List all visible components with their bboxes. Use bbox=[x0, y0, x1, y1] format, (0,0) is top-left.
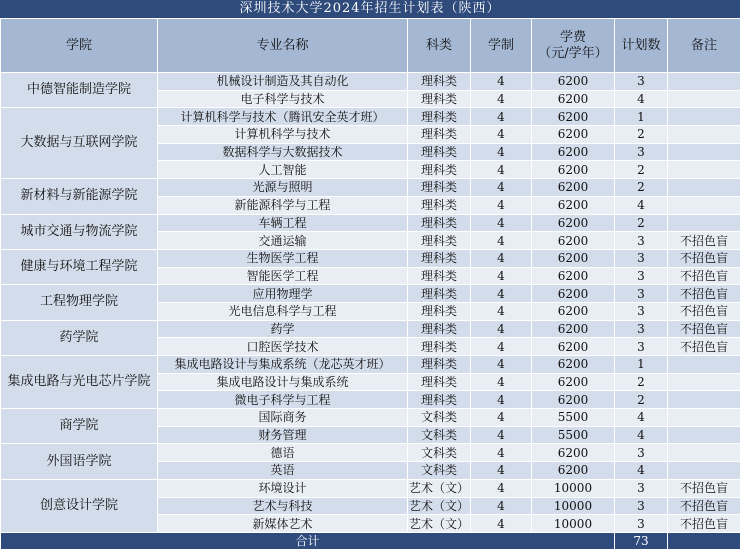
tuition-cell: 5500 bbox=[532, 426, 615, 444]
plan-cell: 3 bbox=[615, 73, 668, 91]
major-cell: 新媒体艺术 bbox=[158, 515, 408, 533]
plan-cell: 3 bbox=[615, 479, 668, 497]
category-cell: 文科类 bbox=[408, 444, 471, 462]
table-row bbox=[1, 409, 740, 427]
major-cell: 环境设计 bbox=[158, 479, 408, 497]
duration-cell: 4 bbox=[471, 285, 532, 303]
tuition-cell: 6200 bbox=[532, 214, 615, 232]
duration-cell: 4 bbox=[471, 90, 532, 108]
duration-cell: 4 bbox=[471, 338, 532, 356]
tuition-cell: 10000 bbox=[532, 497, 615, 515]
plan-cell: 2 bbox=[615, 161, 668, 179]
header-college: 学院 bbox=[1, 19, 158, 73]
major-cell: 车辆工程 bbox=[158, 214, 408, 232]
note-cell bbox=[668, 143, 740, 161]
header-row bbox=[1, 19, 740, 73]
tuition-cell: 6200 bbox=[532, 356, 615, 374]
plan-cell: 2 bbox=[615, 179, 668, 197]
category-cell: 文科类 bbox=[408, 409, 471, 427]
plan-cell: 3 bbox=[615, 267, 668, 285]
header-duration: 学制 bbox=[471, 19, 532, 73]
note-cell bbox=[668, 391, 740, 409]
college-cell: 外国语学院 bbox=[1, 444, 158, 479]
plan-cell: 2 bbox=[615, 373, 668, 391]
plan-cell: 1 bbox=[615, 108, 668, 126]
major-cell: 智能医学工程 bbox=[158, 267, 408, 285]
plan-cell: 3 bbox=[615, 515, 668, 533]
major-cell: 微电子科学与工程 bbox=[158, 391, 408, 409]
plan-cell: 3 bbox=[615, 143, 668, 161]
tuition-cell: 6200 bbox=[532, 196, 615, 214]
tuition-cell: 6200 bbox=[532, 108, 615, 126]
plan-cell: 4 bbox=[615, 90, 668, 108]
table-row bbox=[1, 249, 740, 267]
plan-cell: 3 bbox=[615, 285, 668, 303]
major-cell: 电子科学与技术 bbox=[158, 90, 408, 108]
total-value: 73 bbox=[615, 532, 668, 549]
major-cell: 计算机科学与技术 bbox=[158, 126, 408, 144]
table-row bbox=[1, 285, 740, 303]
header-category: 科类 bbox=[408, 19, 471, 73]
note-cell bbox=[668, 409, 740, 427]
duration-cell: 4 bbox=[471, 143, 532, 161]
plan-cell: 2 bbox=[615, 391, 668, 409]
category-cell: 理科类 bbox=[408, 126, 471, 144]
duration-cell: 4 bbox=[471, 73, 532, 91]
note-cell: 不招色盲 bbox=[668, 285, 740, 303]
category-cell: 理科类 bbox=[408, 143, 471, 161]
college-cell: 工程物理学院 bbox=[1, 285, 158, 320]
note-cell bbox=[668, 126, 740, 144]
plan-cell: 4 bbox=[615, 462, 668, 480]
tuition-cell: 6200 bbox=[532, 373, 615, 391]
duration-cell: 4 bbox=[471, 426, 532, 444]
major-cell: 交通运输 bbox=[158, 232, 408, 250]
note-cell: 不招色盲 bbox=[668, 479, 740, 497]
note-cell bbox=[668, 444, 740, 462]
major-cell: 集成电路设计与集成系统（龙芯英才班） bbox=[158, 356, 408, 374]
note-cell bbox=[668, 90, 740, 108]
tuition-cell: 6200 bbox=[532, 126, 615, 144]
tuition-cell: 6200 bbox=[532, 232, 615, 250]
college-cell: 商学院 bbox=[1, 409, 158, 444]
note-cell bbox=[668, 373, 740, 391]
tuition-cell: 6200 bbox=[532, 444, 615, 462]
major-cell: 计算机科学与技术（腾讯安全英才班） bbox=[158, 108, 408, 126]
category-cell: 文科类 bbox=[408, 462, 471, 480]
major-cell: 艺术与科技 bbox=[158, 497, 408, 515]
note-cell bbox=[668, 196, 740, 214]
note-cell bbox=[668, 462, 740, 480]
category-cell: 文科类 bbox=[408, 426, 471, 444]
duration-cell: 4 bbox=[471, 267, 532, 285]
plan-cell: 2 bbox=[615, 126, 668, 144]
duration-cell: 4 bbox=[471, 497, 532, 515]
category-cell: 艺术（文） bbox=[408, 481, 469, 496]
total-row bbox=[1, 532, 740, 549]
category-cell: 理科类 bbox=[408, 338, 471, 356]
category-cell: 艺术（文） bbox=[408, 498, 469, 513]
category-cell: 理科类 bbox=[408, 161, 471, 179]
duration-cell: 4 bbox=[471, 161, 532, 179]
table-row bbox=[1, 320, 740, 338]
duration-cell: 4 bbox=[471, 179, 532, 197]
duration-cell: 4 bbox=[471, 214, 532, 232]
note-cell bbox=[668, 426, 740, 444]
plan-cell: 3 bbox=[615, 249, 668, 267]
major-cell: 德语 bbox=[158, 444, 408, 462]
plan-cell: 3 bbox=[615, 302, 668, 320]
category-cell: 理科类 bbox=[408, 356, 471, 374]
college-cell: 创意设计学院 bbox=[1, 479, 158, 532]
major-cell: 人工智能 bbox=[158, 161, 408, 179]
note-cell: 不招色盲 bbox=[668, 232, 740, 250]
note-cell bbox=[668, 179, 740, 197]
tuition-cell: 6200 bbox=[532, 161, 615, 179]
major-cell: 生物医学工程 bbox=[158, 249, 408, 267]
duration-cell: 4 bbox=[471, 249, 532, 267]
major-cell: 药学 bbox=[158, 320, 408, 338]
plan-cell: 3 bbox=[615, 444, 668, 462]
duration-cell: 4 bbox=[471, 302, 532, 320]
tuition-cell: 5500 bbox=[532, 409, 615, 427]
header-plan: 计划数 bbox=[615, 19, 668, 73]
plan-cell: 4 bbox=[615, 426, 668, 444]
category-cell: 理科类 bbox=[408, 373, 471, 391]
major-cell: 国际商务 bbox=[158, 409, 408, 427]
tuition-cell: 6200 bbox=[532, 249, 615, 267]
total-label: 合计 bbox=[1, 532, 615, 549]
table-row bbox=[1, 444, 740, 462]
note-cell: 不招色盲 bbox=[668, 515, 740, 533]
duration-cell: 4 bbox=[471, 108, 532, 126]
tuition-cell: 6200 bbox=[532, 267, 615, 285]
tuition-cell: 6200 bbox=[532, 73, 615, 91]
duration-cell: 4 bbox=[471, 196, 532, 214]
category-cell: 理科类 bbox=[408, 302, 471, 320]
duration-cell: 4 bbox=[471, 391, 532, 409]
plan-cell: 3 bbox=[615, 338, 668, 356]
plan-cell: 4 bbox=[615, 196, 668, 214]
table-row bbox=[1, 479, 740, 497]
table-title: 深圳技术大学2024年招生计划表（陕西） bbox=[0, 0, 740, 18]
header-tuition bbox=[532, 19, 615, 73]
duration-cell: 4 bbox=[471, 356, 532, 374]
major-cell: 数据科学与大数据技术 bbox=[158, 143, 408, 161]
header-tuition-line2: （元/学年） bbox=[538, 45, 608, 61]
category-cell: 理科类 bbox=[408, 232, 471, 250]
tuition-cell: 6200 bbox=[532, 302, 615, 320]
category-cell: 理科类 bbox=[408, 320, 471, 338]
duration-cell: 4 bbox=[471, 479, 532, 497]
duration-cell: 4 bbox=[471, 232, 532, 250]
plan-cell: 3 bbox=[615, 320, 668, 338]
category-cell: 理科类 bbox=[408, 90, 471, 108]
major-cell: 英语 bbox=[158, 462, 408, 480]
plan-cell: 4 bbox=[615, 409, 668, 427]
duration-cell: 4 bbox=[471, 515, 532, 533]
header-tuition-line1: 学费 bbox=[559, 29, 586, 45]
category-cell: 理科类 bbox=[408, 196, 471, 214]
note-cell bbox=[668, 214, 740, 232]
note-cell bbox=[668, 73, 740, 91]
major-cell: 光电信息科学与工程 bbox=[158, 302, 408, 320]
total-empty bbox=[668, 532, 740, 549]
college-cell: 大数据与互联网学院 bbox=[1, 108, 158, 179]
category-cell: 理科类 bbox=[408, 391, 471, 409]
tuition-cell: 6200 bbox=[532, 338, 615, 356]
major-cell: 口腔医学技术 bbox=[158, 338, 408, 356]
duration-cell: 4 bbox=[471, 126, 532, 144]
major-cell: 机械设计制造及其自动化 bbox=[158, 73, 408, 91]
plan-cell: 3 bbox=[615, 497, 668, 515]
major-cell: 财务管理 bbox=[158, 426, 408, 444]
college-cell: 城市交通与物流学院 bbox=[1, 214, 158, 249]
major-cell: 应用物理学 bbox=[158, 285, 408, 303]
plan-cell: 3 bbox=[615, 232, 668, 250]
table-row bbox=[1, 108, 740, 126]
college-cell: 中德智能制造学院 bbox=[1, 73, 158, 108]
header-major: 专业名称 bbox=[158, 19, 408, 73]
major-cell: 新能源科学与工程 bbox=[158, 196, 408, 214]
duration-cell: 4 bbox=[471, 444, 532, 462]
table-body bbox=[1, 73, 740, 533]
category-cell: 理科类 bbox=[408, 73, 471, 91]
category-cell: 理科类 bbox=[408, 214, 471, 232]
college-cell: 新材料与新能源学院 bbox=[1, 179, 158, 214]
tuition-cell: 6200 bbox=[532, 320, 615, 338]
category-cell: 理科类 bbox=[408, 108, 471, 126]
note-cell: 不招色盲 bbox=[668, 338, 740, 356]
note-cell bbox=[668, 108, 740, 126]
note-cell: 不招色盲 bbox=[668, 302, 740, 320]
tuition-cell: 6200 bbox=[532, 179, 615, 197]
table-row bbox=[1, 356, 740, 374]
tuition-cell: 10000 bbox=[532, 479, 615, 497]
note-cell bbox=[668, 356, 740, 374]
note-cell: 不招色盲 bbox=[668, 267, 740, 285]
category-cell: 艺术（文） bbox=[408, 516, 469, 531]
tuition-cell: 6200 bbox=[532, 391, 615, 409]
tuition-cell: 6200 bbox=[532, 285, 615, 303]
category-cell: 理科类 bbox=[408, 285, 471, 303]
college-cell: 健康与环境工程学院 bbox=[1, 249, 158, 284]
tuition-cell: 6200 bbox=[532, 462, 615, 480]
duration-cell: 4 bbox=[471, 320, 532, 338]
duration-cell: 4 bbox=[471, 373, 532, 391]
admission-plan-table bbox=[0, 18, 740, 550]
college-cell: 药学院 bbox=[1, 320, 158, 355]
major-cell: 光源与照明 bbox=[158, 179, 408, 197]
duration-cell: 4 bbox=[471, 409, 532, 427]
college-cell: 集成电路与光电芯片学院 bbox=[1, 356, 158, 409]
note-cell bbox=[668, 161, 740, 179]
note-cell: 不招色盲 bbox=[668, 320, 740, 338]
tuition-cell: 10000 bbox=[532, 515, 615, 533]
table-row bbox=[1, 73, 740, 91]
table-row bbox=[1, 179, 740, 197]
tuition-cell: 6200 bbox=[532, 90, 615, 108]
table-row bbox=[1, 214, 740, 232]
duration-cell: 4 bbox=[471, 462, 532, 480]
plan-cell: 2 bbox=[615, 214, 668, 232]
category-cell: 理科类 bbox=[408, 267, 471, 285]
note-cell: 不招色盲 bbox=[668, 497, 740, 515]
plan-cell: 1 bbox=[615, 356, 668, 374]
major-cell: 集成电路设计与集成系统 bbox=[158, 373, 408, 391]
note-cell: 不招色盲 bbox=[668, 249, 740, 267]
category-cell: 理科类 bbox=[408, 249, 471, 267]
header-notes: 备注 bbox=[668, 19, 740, 73]
category-cell: 理科类 bbox=[408, 179, 471, 197]
tuition-cell: 6200 bbox=[532, 143, 615, 161]
